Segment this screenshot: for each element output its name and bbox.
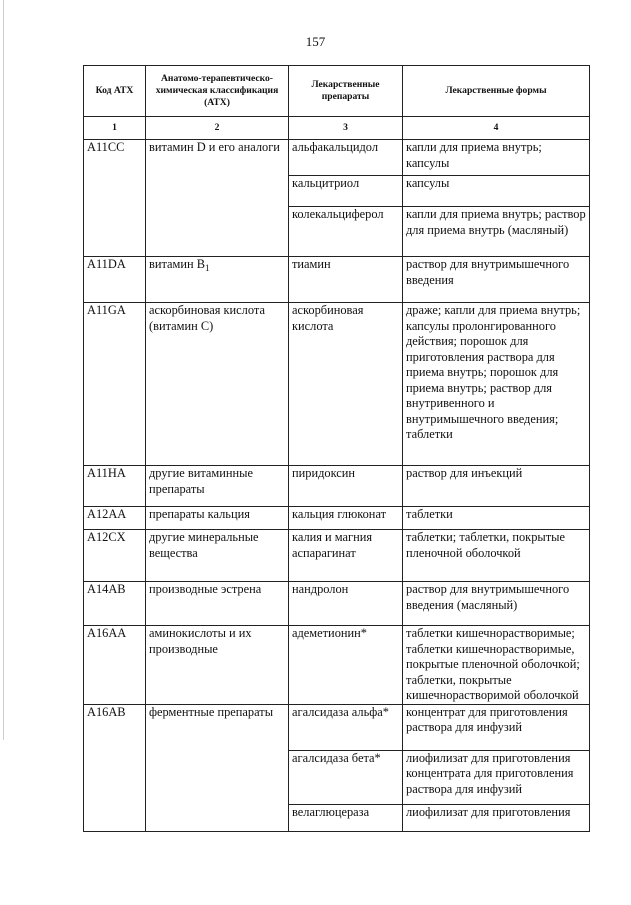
dosage-forms: таблетки bbox=[403, 507, 590, 530]
atx-classification bbox=[146, 582, 289, 626]
dosage-forms: лиофилизат для приготовления концентрата для приготовления раствора для инфузий bbox=[403, 750, 590, 804]
drug-name: тиамин bbox=[289, 257, 403, 303]
atx-classification bbox=[146, 257, 289, 303]
atx-classification bbox=[146, 303, 289, 466]
header-row bbox=[84, 66, 590, 117]
atx-code: A14AB bbox=[84, 582, 146, 626]
table-row bbox=[84, 582, 590, 626]
dosage-forms: раствор для инъекций bbox=[403, 466, 590, 507]
drug-name: адеметионин* bbox=[289, 626, 403, 705]
column-number-3: 3 bbox=[289, 117, 403, 140]
classification-name: другие минеральные вещества bbox=[149, 530, 259, 560]
drug-name: кальция глюконат bbox=[289, 507, 403, 530]
table-row bbox=[84, 257, 590, 303]
classification-name: производные эстрена bbox=[149, 582, 262, 596]
table-row bbox=[84, 626, 590, 705]
dosage-forms: таблетки кишечнорастворимые; таблетки кишечнорастворимые, покрытые пленочной оболочкой; таблетки, покрытые кишечнорастворимой оболочкой bbox=[403, 626, 590, 705]
classification-name: другие витаминные препараты bbox=[149, 466, 253, 496]
atx-classification bbox=[146, 530, 289, 582]
table-row bbox=[84, 140, 590, 176]
drug-name: пиридоксин bbox=[289, 466, 403, 507]
table-row bbox=[84, 530, 590, 582]
classification-name: аскорбиновая кислота (витамин C) bbox=[149, 303, 265, 333]
classification-name: препараты кальция bbox=[149, 507, 250, 521]
column-number-2: 2 bbox=[146, 117, 289, 140]
drug-name: нандролон bbox=[289, 582, 403, 626]
classification-name: витамин D и его аналоги bbox=[149, 140, 280, 154]
atx-code: A12CX bbox=[84, 530, 146, 582]
dosage-forms: раствор для внутримышечного введения (масляный) bbox=[403, 582, 590, 626]
drug-name: кальцитриол bbox=[289, 176, 403, 207]
atx-classification bbox=[146, 626, 289, 705]
dosage-forms: лиофилизат для приготовления bbox=[403, 804, 590, 831]
atx-code: A16AB bbox=[84, 704, 146, 831]
atx-classification bbox=[146, 140, 289, 257]
dosage-forms: капли для приема внутрь; капсулы bbox=[403, 140, 590, 176]
page-number: 157 bbox=[305, 34, 326, 49]
atx-classification bbox=[146, 466, 289, 507]
atx-table bbox=[83, 65, 590, 832]
classification-name: ферментные препараты bbox=[149, 704, 274, 719]
header-code: Код АТХ bbox=[84, 66, 146, 117]
table-row bbox=[84, 704, 590, 750]
table-body bbox=[84, 140, 590, 832]
dosage-forms: таблетки; таблетки, покрытые пленочной оболочкой bbox=[403, 530, 590, 582]
table-row bbox=[84, 303, 590, 466]
dosage-forms: драже; капли для приема внутрь; капсулы пролонгированного действия; порошок для приготовления раствора для приема внутрь; порошок для приема внутрь; раствор для внутривенного и внутримышечного введения; таблетки bbox=[403, 303, 590, 466]
drug-name: агалсидаза бета* bbox=[289, 750, 403, 804]
drug-name: альфакальцидол bbox=[289, 140, 403, 176]
dosage-forms: концентрат для приготовления раствора для инфузий bbox=[403, 704, 590, 750]
drug-name: аскорбиновая кислота bbox=[289, 303, 403, 466]
drug-name: агалсидаза альфа* bbox=[289, 704, 403, 750]
classification-name: витамин B bbox=[149, 257, 206, 271]
atx-code: A11DA bbox=[84, 257, 146, 303]
atx-code: A12AA bbox=[84, 507, 146, 530]
dosage-forms: раствор для внутримышечного введения bbox=[403, 257, 590, 303]
column-number-row bbox=[84, 117, 590, 140]
atx-classification bbox=[146, 507, 289, 530]
table-row bbox=[84, 507, 590, 530]
atx-classification bbox=[146, 704, 289, 831]
classification-name: аминокислоты и их производные bbox=[149, 626, 252, 656]
header-drugs: Лекарственные препараты bbox=[289, 66, 403, 117]
header-forms: Лекарственные формы bbox=[403, 66, 590, 117]
drug-name: колекальциферол bbox=[289, 207, 403, 257]
dosage-forms: капсулы bbox=[403, 176, 590, 207]
drug-name: калия и магния аспарагинат bbox=[289, 530, 403, 582]
atx-code: A11HA bbox=[84, 466, 146, 507]
atx-code: A11GA bbox=[84, 303, 146, 466]
header-classification: Анатомо-терапевтическо-химическая классификация (АТХ) bbox=[146, 66, 289, 117]
page-edge-line bbox=[3, 0, 4, 740]
atx-code: A16AA bbox=[84, 626, 146, 705]
atx-code: A11CC bbox=[84, 140, 146, 257]
table-row bbox=[84, 466, 590, 507]
drug-name: велаглюцераза bbox=[289, 804, 403, 831]
dosage-forms: капли для приема внутрь; раствор для приема внутрь (масляный) bbox=[403, 207, 590, 257]
column-number-1: 1 bbox=[84, 117, 146, 140]
column-number-4: 4 bbox=[403, 117, 590, 140]
classification-subscript: 1 bbox=[205, 263, 210, 273]
